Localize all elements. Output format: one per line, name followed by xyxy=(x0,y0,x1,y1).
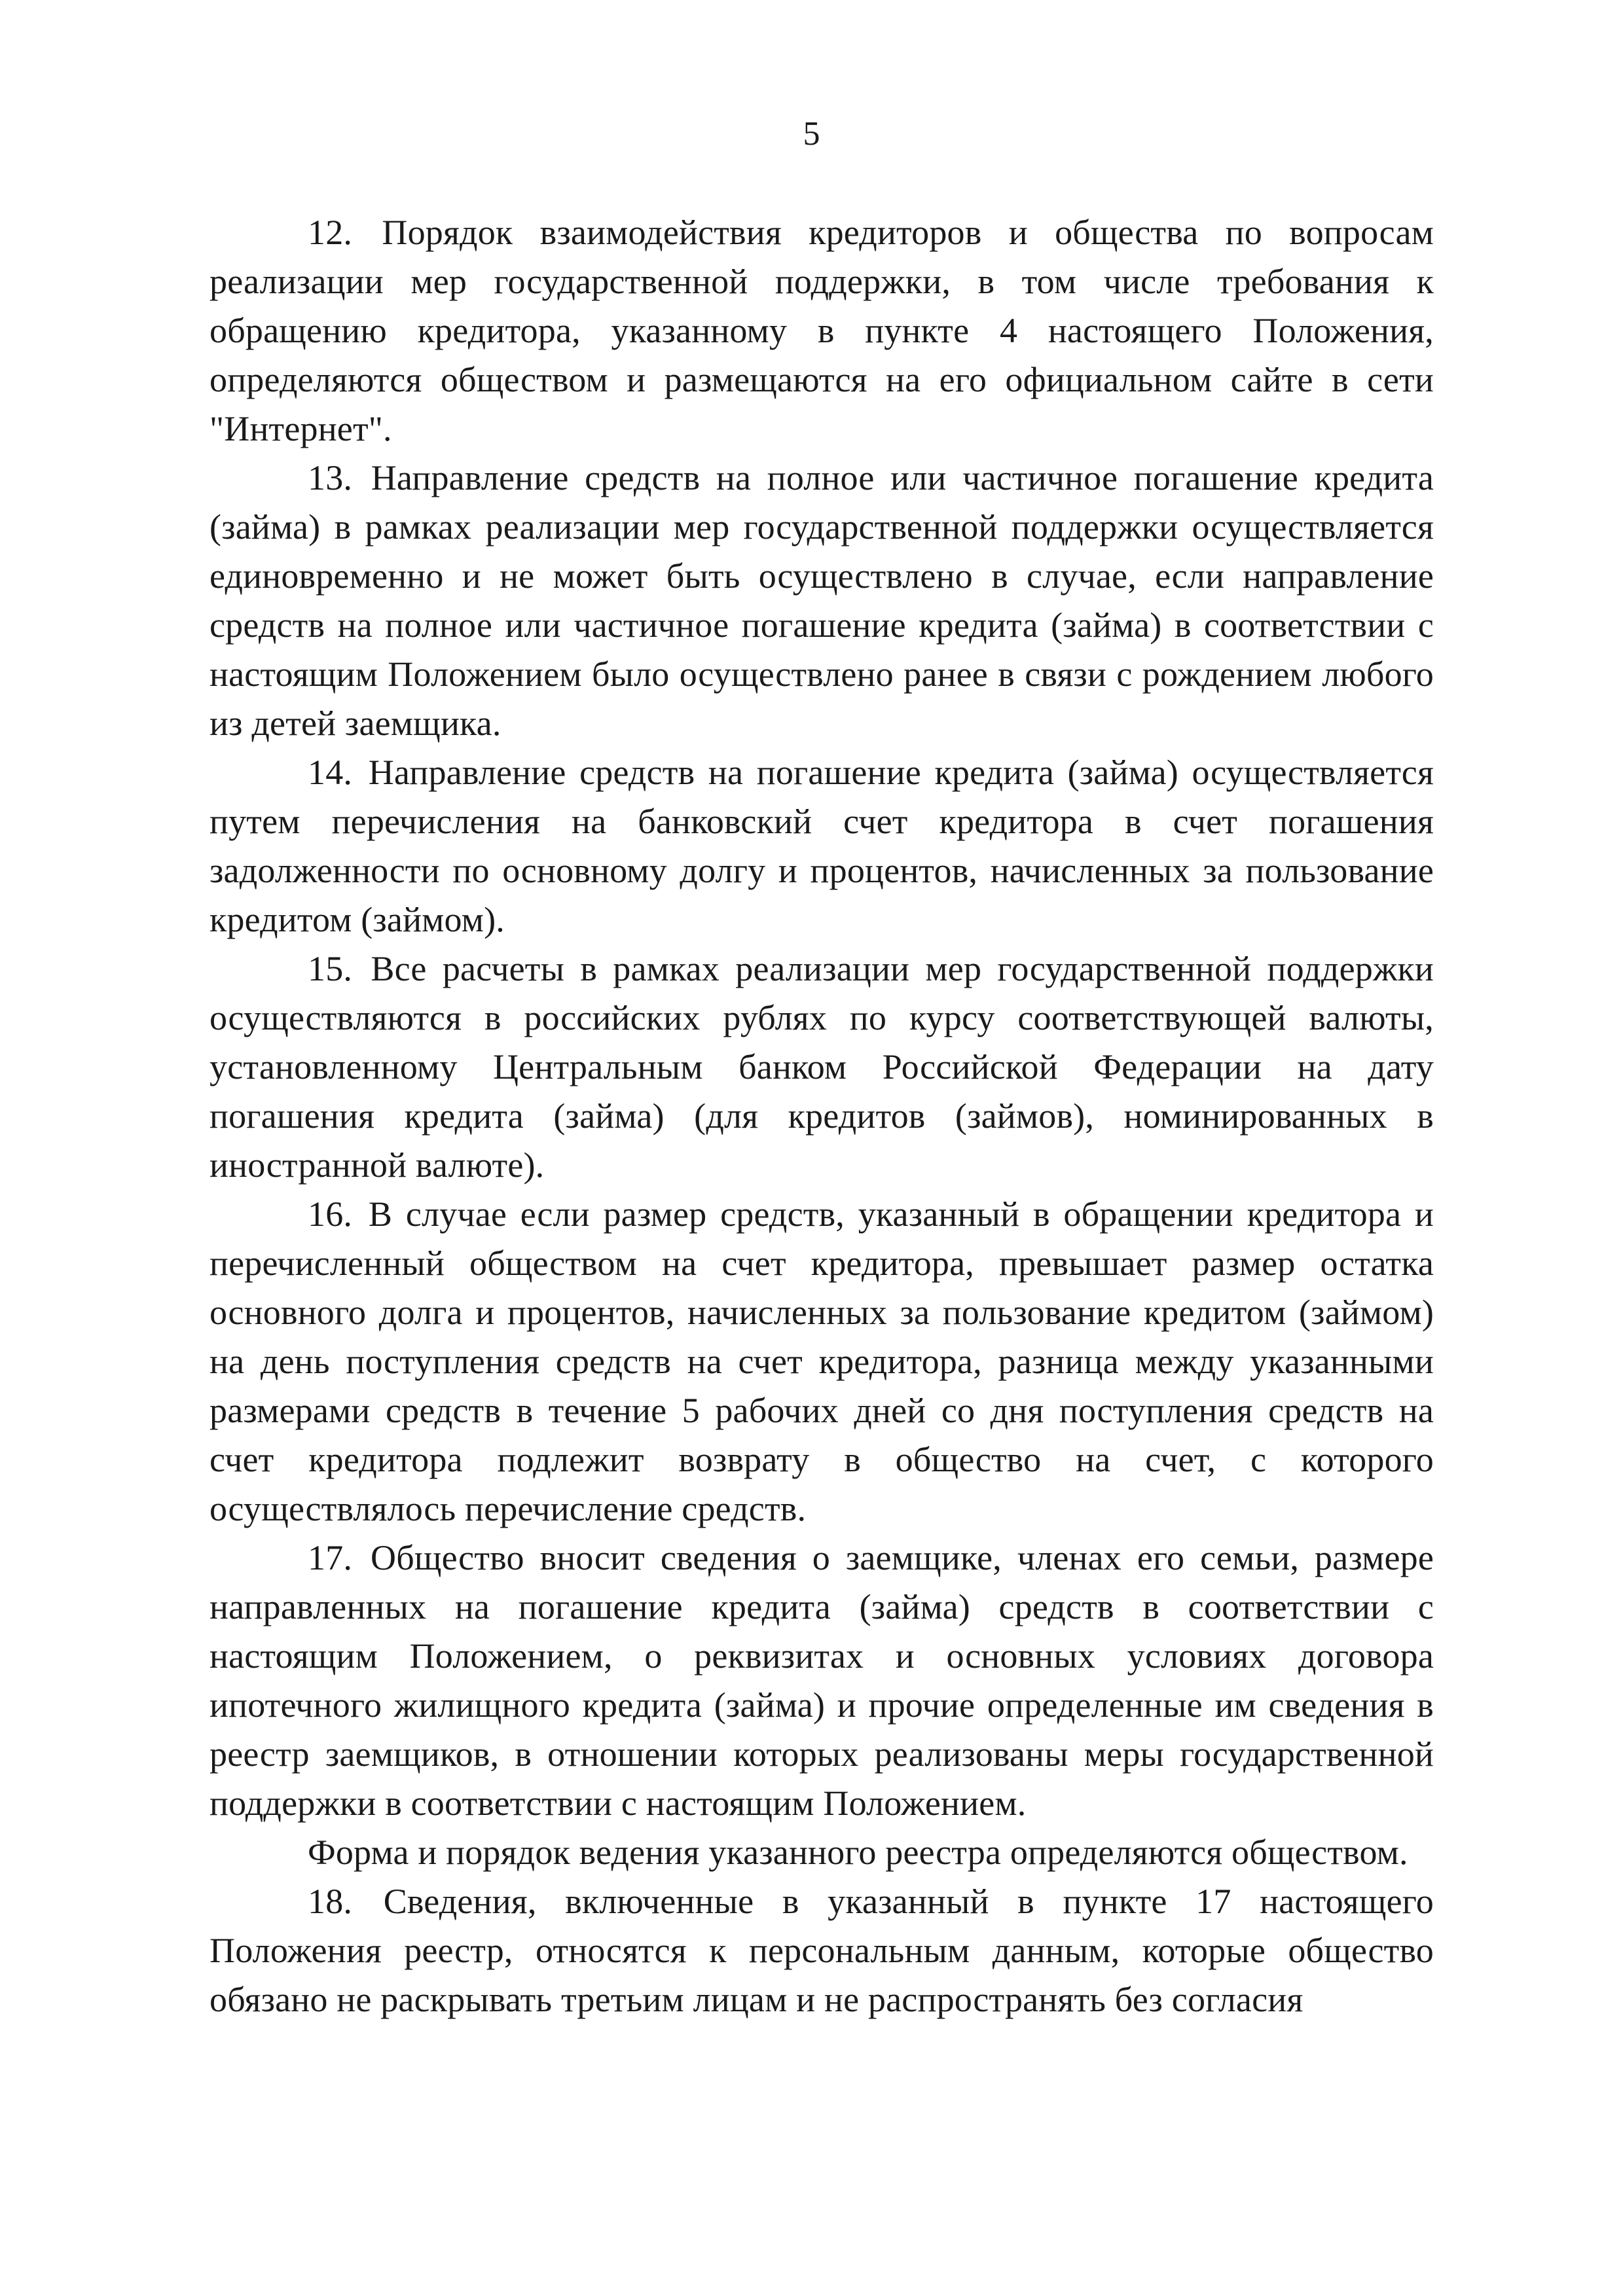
paragraph-14 xyxy=(210,748,1434,944)
paragraph-12 xyxy=(210,208,1434,454)
paragraph-number: 14. xyxy=(308,753,353,792)
paragraph-15 xyxy=(210,944,1434,1190)
paragraph-number: 13. xyxy=(308,458,353,497)
paragraph-text: Порядок взаимодействия кредиторов и общества по вопросам реализации мер государственной поддержки, в том числе требования к обращению кредитора, указанному в пункте 4 настоящего Положения, определяются обществом и размещаются на его официальном сайте в сети "Интернет". xyxy=(210,213,1434,448)
paragraph-text: Направление средств на погашение кредита (займа) осуществляется путем перечисления на банковский счет кредитора в счет погашения задолженности по основному долгу и процентов, начисленных за пользование кредитом (займом). xyxy=(210,753,1434,939)
paragraph-13 xyxy=(210,454,1434,748)
paragraph-number: 12. xyxy=(308,213,353,252)
document-body xyxy=(210,208,1434,2024)
paragraph-17 xyxy=(210,1534,1434,1828)
paragraph-text: Общество вносит сведения о заемщике, членах его семьи, размере направленных на погашение кредита (займа) средств в соответствии с настоящим Положением, о реквизитах и основных условиях договора ипотечного жилищного кредита (займа) и прочие определенные им сведения в реестр заемщиков, в отношении которых реализованы меры государственной поддержки в соответствии с настоящим Положением. xyxy=(210,1538,1434,1823)
paragraph-number: 15. xyxy=(308,949,353,988)
paragraph-18 xyxy=(210,1877,1434,2024)
paragraph-17-continuation xyxy=(210,1828,1434,1877)
paragraph-number: 18. xyxy=(308,1882,353,1921)
paragraph-text: Все расчеты в рамках реализации мер государственной поддержки осуществляются в российских рублях по курсу соответствующей валюты, установленному Центральным банком Российской Федерации на дату погашения кредита (займа) (для кредитов (займов), номинированных в иностранной валюте). xyxy=(210,949,1434,1185)
page-number: 5 xyxy=(803,115,820,152)
paragraph-text: Сведения, включенные в указанный в пункте 17 настоящего Положения реестр, относятся к персональным данным, которые общество обязано не раскрывать третьим лицам и не распространять без согласия xyxy=(210,1882,1434,2019)
paragraph-text: Форма и порядок ведения указанного реестра определяются обществом. xyxy=(308,1833,1408,1872)
paragraph-text: В случае если размер средств, указанный в обращении кредитора и перечисленный обществом на счет кредитора, превышает размер остатка основного долга и процентов, начисленных за пользование кредитом (займом) на день поступления средств на счет кредитора, разница между указанными размерами средств в течение 5 рабочих дней со дня поступления средств на счет кредитора подлежит возврату в общество на счет, с которого осуществлялось перечисление средств. xyxy=(210,1194,1434,1528)
paragraph-number: 16. xyxy=(308,1194,353,1234)
paragraph-number: 17. xyxy=(308,1538,353,1577)
paragraph-16 xyxy=(210,1190,1434,1534)
paragraph-text: Направление средств на полное или частичное погашение кредита (займа) в рамках реализации мер государственной поддержки осуществляется единовременно и не может быть осуществлено в случае, если направление средств на полное или частичное погашение кредита (займа) в соответствии с настоящим Положением было осуществлено ранее в связи с рождением любого из детей заемщика. xyxy=(210,458,1434,743)
